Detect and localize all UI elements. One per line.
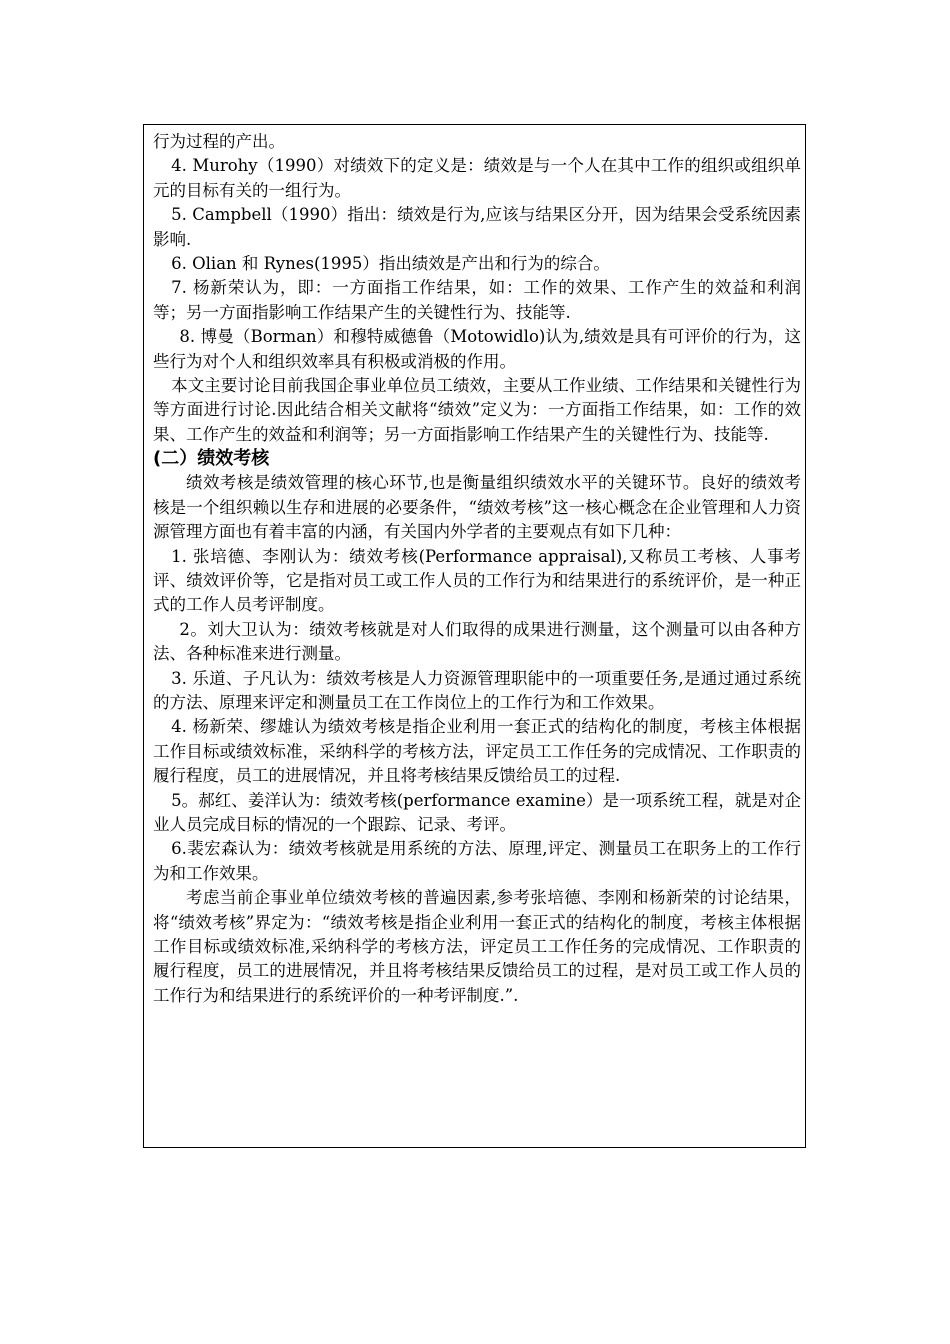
paragraph-definition-6: 6. Olian 和 Rynes(1995）指出绩效是产出和行为的综合。: [171, 254, 610, 274]
paragraph-appraisal-intro: 绩效考核是绩效管理的核心环节,也是衡量组织绩效水平的关键环节。良好的绩效考核是一个组织赖以生存和进展的必要条件，“绩效考核”这一核心概念在企业管理和人力资源管理方面也有着丰富的内涵，有关国内外学者的主要观点有如下几种：: [153, 473, 801, 542]
paragraph-continuation: 行为过程的产出。: [153, 132, 285, 151]
paragraph-appraisal-2: 2。刘大卫认为：绩效考核就是对人们取得的成果进行测量，这个测量可以由各种方法、各种标准来进行测量。: [153, 619, 801, 664]
paragraph-definition-7: 7. 杨新荣认为，即：一方面指工作结果，如：工作的效果、工作产生的效益和利润等；另一方面指影响工作结果产生的关键性行为、技能等.: [153, 278, 801, 322]
paragraph-appraisal-4: 4. 杨新荣、缪雄认为绩效考核是指企业利用一套正式的结构化的制度，考核主体根据工作目标或绩效标准，采纳科学的考核方法，评定员工工作任务的完成情况、工作职责的履行程度，员工的进展情况，并且将考核结果反馈给员工的过程.: [153, 717, 801, 786]
paragraph-appraisal-3: 3. 乐道、子凡认为：绩效考核是人力资源管理职能中的一项重要任务,是通过通过系统的方法、原理来评定和测量员工在工作岗位上的工作行为和工作效果。: [153, 668, 801, 712]
paragraph-appraisal-6: 6.裴宏森认为：绩效考核就是用系统的方法、原理,评定、测量员工在职务上的工作行为和工作效果。: [153, 839, 801, 883]
paragraph-appraisal-conclusion: 考虑当前企事业单位绩效考核的普遍因素,参考张培德、李刚和杨新荣的讨论结果，将“绩效考核”界定为：“绩效考核是指企业利用一套正式的结构化的制度，考核主体根据工作目标或绩效标准,采纳科学的考核方法，评定员工工作任务的完成情况、工作职责的履行程度，员工的进展情况，并且将考核结果反馈给员工的过程，是对员工或工作人员的工作行为和结果进行的系统评价的一种考评制度.”.: [153, 888, 801, 1005]
paragraph-performance-summary: 本文主要讨论目前我国企事业单位员工绩效，主要从工作业绩、工作结果和关键性行为等方面进行讨论.因此结合相关文献将“绩效”定义为：一方面指工作结果，如：工作的效果、工作产生的效益和利润等；另一方面指影响工作结果产生的关键性行为、技能等.: [153, 376, 801, 444]
section-heading: (二）绩效考核: [153, 448, 270, 470]
text-frame: [143, 124, 806, 1148]
paragraph-definition-8: 8. 博曼（Borman）和穆特威德鲁（Motowidlo)认为,绩效是具有可评价的行为，这些行为对个人和组织效率具有积极或消极的作用。: [153, 327, 801, 371]
paragraph-appraisal-5: 5。郝红、姜洋认为：绩效考核(performance examine）是一项系统工程，就是对企业人员完成目标的情况的一个跟踪、记录、考评。: [153, 790, 801, 834]
paragraph-appraisal-1: 1. 张培德、李刚认为：绩效考核(Performance appraisal),又称员工考核、人事考评、绩效评价等，它是指对员工或工作人员的工作行为和结果进行的系统评价，是一种正式的工作人员考评制度。: [153, 546, 801, 615]
paragraph-definition-5: 5. Campbell（1990）指出：绩效是行为,应该与结果区分开，因为结果会受系统因素影响.: [153, 205, 801, 249]
paragraph-definition-4: 4. Murohy（1990）对绩效下的定义是：绩效是与一个人在其中工作的组织或组织单元的目标有关的一组行为。: [153, 156, 801, 200]
document-body: [153, 130, 801, 1008]
